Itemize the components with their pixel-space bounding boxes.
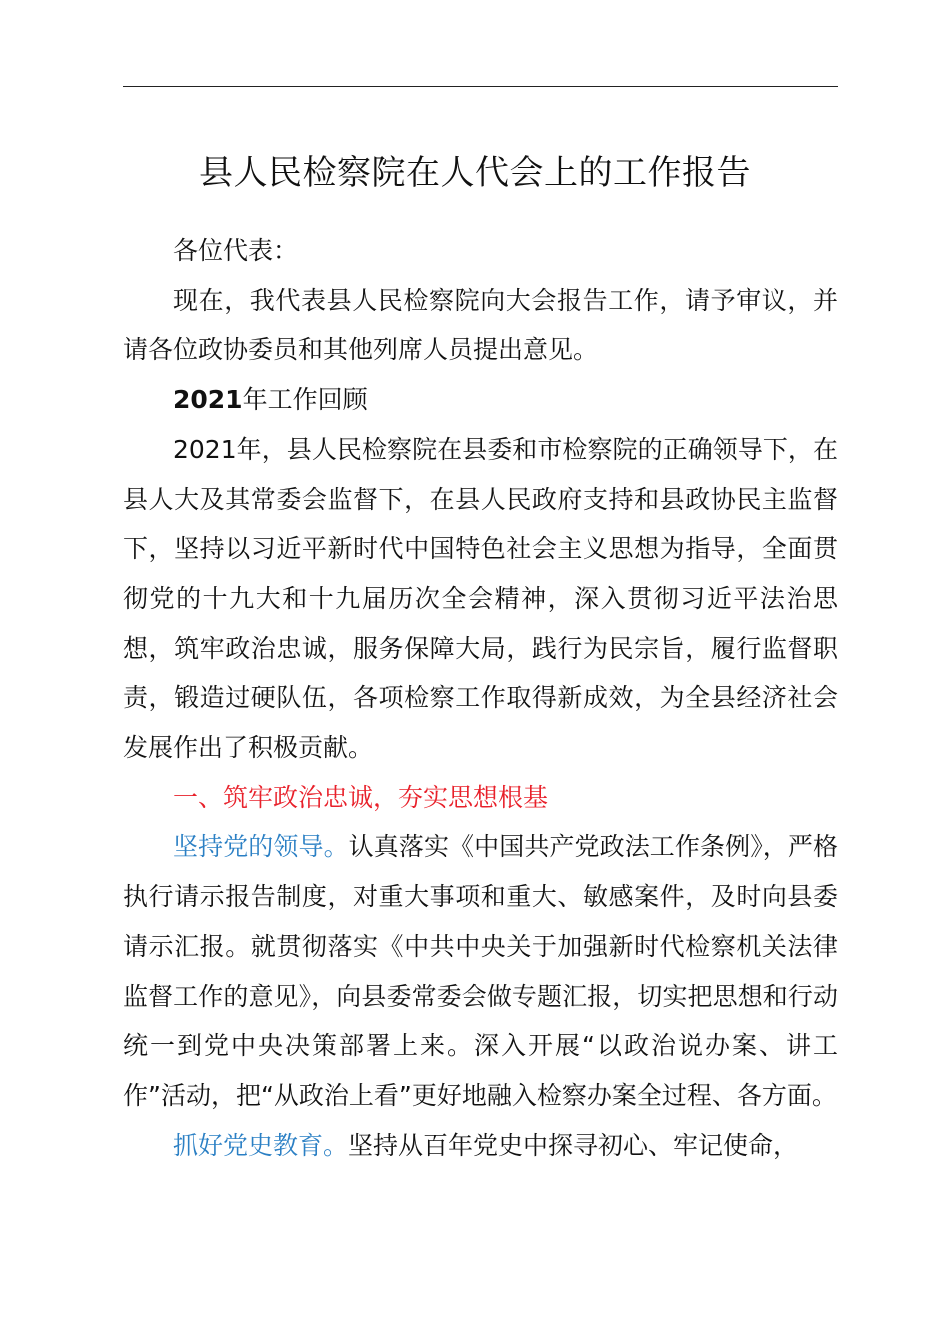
document-body xyxy=(123,226,838,1170)
review-heading xyxy=(123,375,838,425)
paragraph-party-leadership xyxy=(123,822,838,1120)
review-heading-text: 年工作回顾 xyxy=(242,385,368,415)
paragraph-text: 认真落实《中国共产党政法工作条例》，严格执行请示报告制度，对重大事项和重大、敏感案件，及时向县委请示汇报。就贯彻落实《中共中央关于加强新时代检察机关法律监督工作的意见》，向县委常委会做专题汇报，切实把思想和行动统一到党中央决策部署上来。深入开展“以政治说办案、讲工作”活动，把“从政治上看”更好地融入检察办案全过程、各方面。 xyxy=(123,832,838,1110)
header-rule xyxy=(123,86,838,87)
intro-paragraph: 现在，我代表县人民检察院向大会报告工作，请予审议，并请各位政协委员和其他列席人员提出意见。 xyxy=(123,285,838,365)
review-heading-year: 2021 xyxy=(173,385,243,415)
review-paragraph: 2021年，县人民检察院在县委和市检察院的正确领导下，在县人大及其常委会监督下，在县人民政府支持和县政协民主监督下，坚持以习近平新时代中国特色社会主义思想为指导，全面贯彻党的十九大和十九届历次全会精神，深入贯彻习近平法治思想，筑牢政治忠诚，服务保障大局，践行为民宗旨，履行监督职责，锻造过硬队伍，各项检察工作取得新成效，为全县经济社会发展作出了积极贡献。 xyxy=(123,434,838,763)
section-heading-1: 一、筑牢政治忠诚，夯实思想根基 xyxy=(173,782,549,812)
paragraph-lead-in: 抓好党史教育。 xyxy=(173,1130,349,1160)
paragraph-party-history xyxy=(123,1121,838,1171)
document-title: 县人民检察院在人代会上的工作报告 xyxy=(199,153,751,193)
paragraph-lead-in: 坚持党的领导。 xyxy=(173,832,349,862)
salutation: 各位代表： xyxy=(173,236,299,265)
paragraph-text: 坚持从百年党史中探寻初心、牢记使命， xyxy=(348,1130,799,1160)
